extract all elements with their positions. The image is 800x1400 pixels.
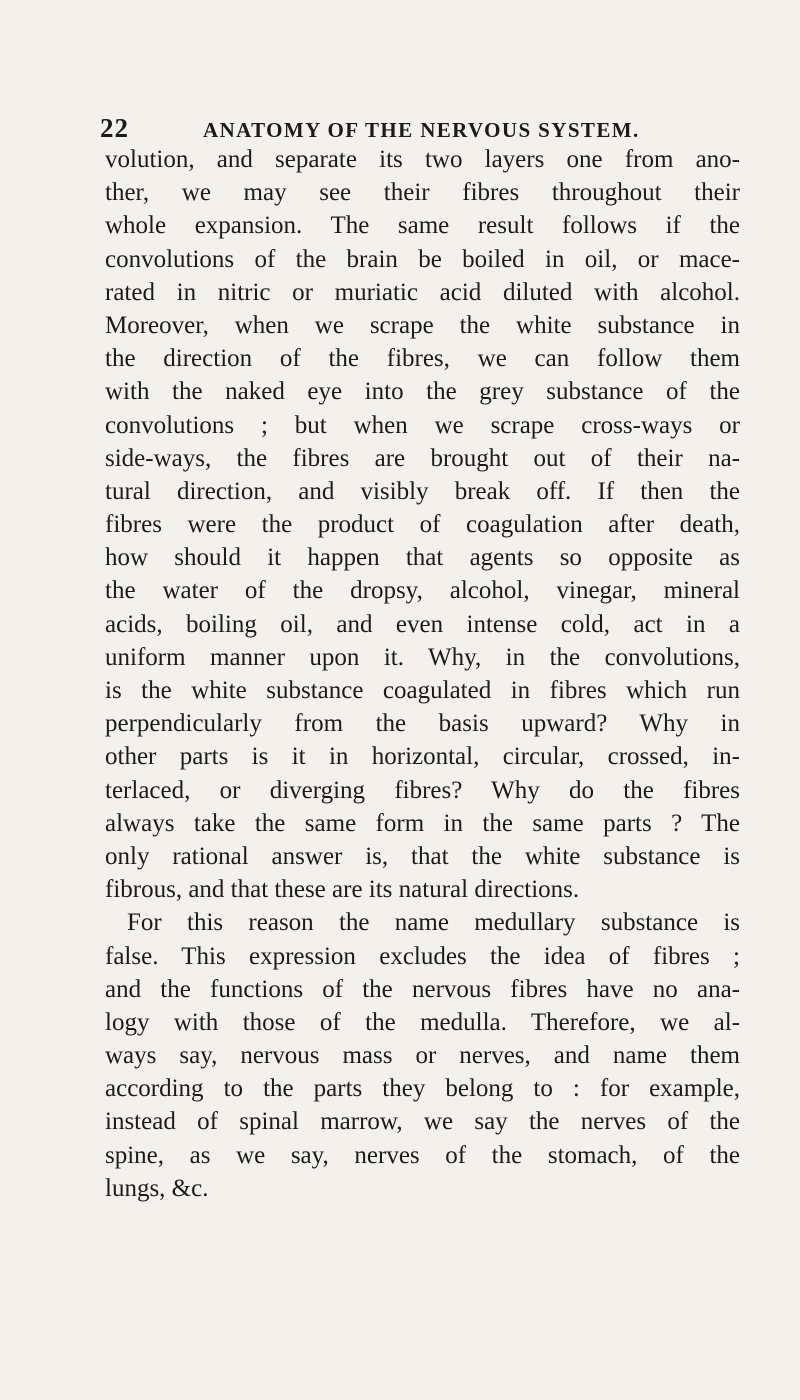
text-line: ways say, nervous mass or nerves, and name them <box>105 1042 740 1070</box>
text-line: whole expansion. The same result follows if the <box>105 212 740 240</box>
paragraph-start-line: For this reason the name medullary substance is <box>127 909 740 937</box>
body-text <box>105 143 740 1205</box>
text-line: false. This expression excludes the idea of fibres ; <box>105 942 740 970</box>
text-line: instead of spinal marrow, we say the nerves of the <box>105 1108 740 1136</box>
text-line: side-ways, the fibres are brought out of their na- <box>105 444 740 472</box>
text-line: fibrous, and that these are its natural directions. <box>105 876 580 904</box>
text-line: according to the parts they belong to : for example, <box>105 1075 740 1103</box>
text-line: tural direction, and visibly break off. If then the <box>105 477 740 505</box>
text-line: other parts is it in horizontal, circular, crossed, in- <box>105 743 740 771</box>
text-line: ther, we may see their fibres throughout their <box>105 179 740 207</box>
running-head <box>100 113 740 143</box>
text-line: with the naked eye into the grey substance of the <box>105 378 740 406</box>
text-line: spine, as we say, nerves of the stomach, of the <box>105 1141 740 1169</box>
text-line: always take the same form in the same parts ? The <box>105 809 740 837</box>
running-title: ANATOMY OF THE NERVOUS SYSTEM. <box>203 118 640 142</box>
text-line: rated in nitric or muriatic acid diluted with alcohol. <box>105 278 740 306</box>
text-line: and the functions of the nervous fibres have no ana- <box>105 975 740 1003</box>
text-line: logy with those of the medulla. Therefore, we al- <box>105 1008 740 1036</box>
text-line: acids, boiling oil, and even intense cold, act in a <box>105 610 740 638</box>
text-line: perpendicularly from the basis upward? Why in <box>105 710 740 738</box>
text-line: how should it happen that agents so opposite as <box>105 544 740 572</box>
text-line: only rational answer is, that the white substance is <box>105 842 740 870</box>
text-line: convolutions of the brain be boiled in oil, or mace- <box>105 245 740 273</box>
page-number: 22 <box>100 113 129 143</box>
text-line: the direction of the fibres, we can follow them <box>105 345 740 373</box>
text-line: fibres were the product of coagulation after death, <box>105 511 740 539</box>
text-line: terlaced, or diverging fibres? Why do the fibres <box>105 776 740 804</box>
text-line: uniform manner upon it. Why, in the convolutions, <box>105 643 740 671</box>
text-line: lungs, &c. <box>105 1174 209 1202</box>
text-line: the water of the dropsy, alcohol, vinegar, mineral <box>105 577 740 605</box>
text-line: is the white substance coagulated in fibres which run <box>105 677 740 704</box>
text-line: volution, and separate its two layers one from ano- <box>105 146 740 173</box>
text-line: Moreover, when we scrape the white substance in <box>105 311 740 339</box>
text-line: convolutions ; but when we scrape cross-ways or <box>105 411 740 439</box>
